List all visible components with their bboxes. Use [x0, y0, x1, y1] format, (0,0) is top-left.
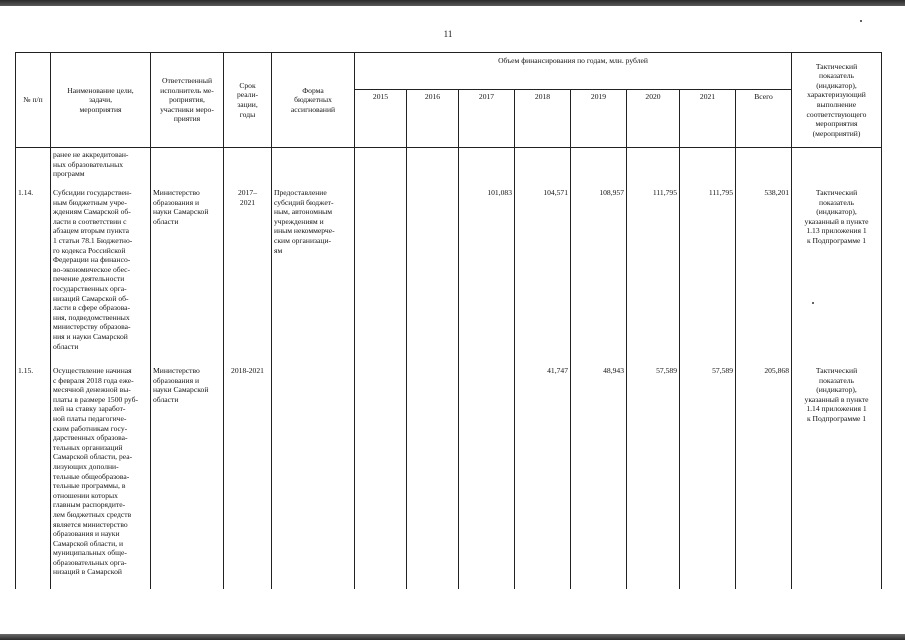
header-name: Наименование цели, задачи, мероприятия [51, 53, 151, 148]
financing-table [15, 52, 882, 589]
page-number: 11 [443, 29, 453, 39]
row-total: 205,868 [736, 366, 792, 589]
row-value-2016 [407, 366, 459, 589]
header-executor: Ответственный исполнитель ме- роприятия, участники меро- приятия [151, 53, 224, 148]
row-value-2019 [571, 148, 627, 186]
row-name: ранее не аккредитован- ных образовательных программ [51, 148, 151, 186]
row-value-2020: 111,795 [627, 185, 680, 366]
row-value-2015 [355, 185, 407, 366]
row-indicator: Тактический показатель (индикатор), указанный в пункте 1.13 приложения 1 к Подпрограмме 1 [792, 185, 882, 366]
row-value-2016 [407, 148, 459, 186]
header-year-2019: 2019 [571, 90, 627, 148]
row-executor [151, 148, 224, 186]
header-year-2021: 2021 [680, 90, 736, 148]
header-year-2017: 2017 [459, 90, 515, 148]
row-form: Предоставление субсидий бюджет- ным, автономным учреждениям и иным некоммерче- ским организаци- ям [272, 185, 355, 366]
row-value-2020 [627, 148, 680, 186]
header-year-2020: 2020 [627, 90, 680, 148]
row-value-2021 [680, 148, 736, 186]
table-row [16, 185, 882, 366]
row-value-2018: 41,747 [515, 366, 571, 589]
scan-edge-bottom [0, 634, 905, 640]
row-value-2015 [355, 148, 407, 186]
row-value-2020: 57,589 [627, 366, 680, 589]
row-value-2018: 104,571 [515, 185, 571, 366]
header-year-2015: 2015 [355, 90, 407, 148]
row-value-2017: 101,083 [459, 185, 515, 366]
header-form: Форма бюджетных ассигнований [272, 53, 355, 148]
row-value-2019: 108,957 [571, 185, 627, 366]
header-financing: Объем финансирования по годам, млн. рублей [355, 53, 792, 90]
row-indicator [792, 148, 882, 186]
header-year-2016: 2016 [407, 90, 459, 148]
table-row [16, 366, 882, 589]
row-form [272, 148, 355, 186]
scan-speck [860, 20, 862, 22]
row-form [272, 366, 355, 589]
header-total: Всего [736, 90, 792, 148]
row-total: 538,201 [736, 185, 792, 366]
row-number [16, 148, 51, 186]
header-year-2018: 2018 [515, 90, 571, 148]
row-value-2017 [459, 366, 515, 589]
header-term: Срок реали- зации, годы [224, 53, 272, 148]
row-value-2021: 57,589 [680, 366, 736, 589]
row-number: 1.15. [16, 366, 51, 589]
header-indicator: Тактический показатель (индикатор), характеризующий выполнение соответствующего мероприятия (мероприятий) [792, 53, 882, 148]
row-name: Осуществление начиная с февраля 2018 года еже- месячной денежной вы- платы в размере 1500 руб- лей на ставку заработ- ной платы педагогиче- ским работникам госу- дарственных образова- тельных организаций Самарской области, реа- лизующих дополни- тельные общеобразова- тельные программы, в отношении которых главным распорядите- лем бюджетных средств является министерство образования и науки Самарской области, и муниципальных обще- образовательных орга- низаций в Самарской [51, 366, 151, 589]
row-term [224, 148, 272, 186]
row-total [736, 148, 792, 186]
row-value-2016 [407, 185, 459, 366]
table-row [16, 148, 882, 186]
row-name: Субсидии государствен- ным бюджетным учре- ждениям Самарской об- ласти в соответствии с абзацем вторым пункта 1 статьи 78.1 Бюджетно- го кодекса Российской Федерации на финансо- во-экономическое обес- печение деятельности государственных орга- низаций Самарской об- ласти в сфере образова- ния, подведомственных министерству образова- ния и науки Самарской области [51, 185, 151, 366]
row-value-2017 [459, 148, 515, 186]
row-indicator: Тактический показатель (индикатор), указанный в пункте 1.14 приложения 1 к Подпрограмме 1 [792, 366, 882, 589]
row-term: 2018-2021 [224, 366, 272, 589]
row-number: 1.14. [16, 185, 51, 366]
row-value-2015 [355, 366, 407, 589]
row-value-2019: 48,943 [571, 366, 627, 589]
row-executor: Министерство образования и науки Самарской области [151, 366, 224, 589]
row-term: 2017– 2021 [224, 185, 272, 366]
row-executor: Министерство образования и науки Самарской области [151, 185, 224, 366]
header-number: № п/п [16, 53, 51, 148]
row-value-2018 [515, 148, 571, 186]
row-value-2021: 111,795 [680, 185, 736, 366]
scan-edge-top [0, 0, 905, 6]
